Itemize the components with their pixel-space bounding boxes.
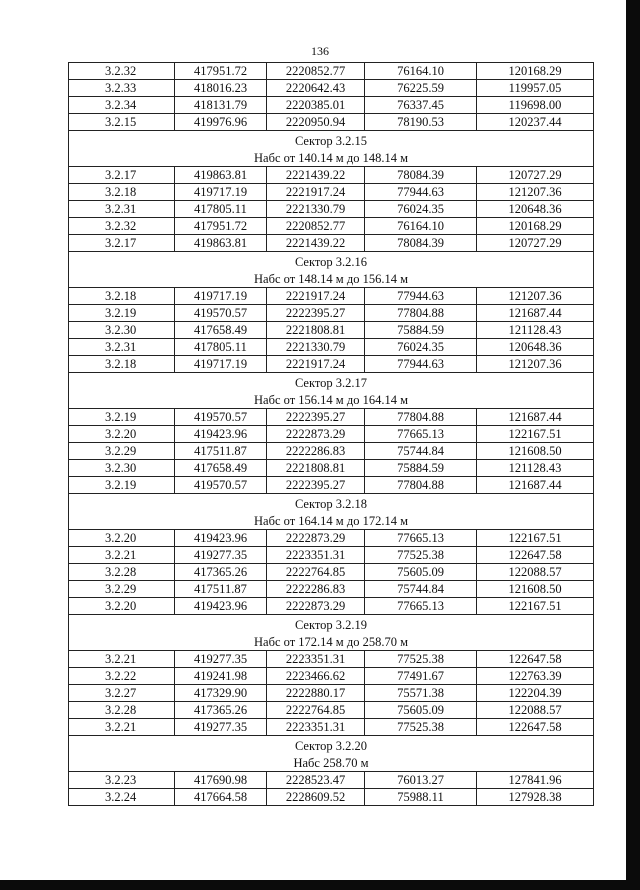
- l-coord-cell: 119698.00: [477, 97, 594, 114]
- point-id-cell: 3.2.31: [69, 339, 175, 356]
- table-row: [69, 443, 594, 460]
- point-id-cell: 3.2.15: [69, 114, 175, 131]
- table-row: [69, 702, 594, 719]
- h-coord-cell: 75744.84: [365, 443, 477, 460]
- table-row: [69, 322, 594, 339]
- h-coord-cell: 77944.63: [365, 356, 477, 373]
- sector-title: Сектор 3.2.20: [69, 736, 594, 755]
- y-coord-cell: 2222764.85: [267, 564, 365, 581]
- elevation-range-row: [69, 149, 594, 167]
- elevation-range: Набс от 140.14 м до 148.14 м: [69, 149, 594, 167]
- x-coord-cell: 419570.57: [175, 477, 267, 494]
- table-row: [69, 426, 594, 443]
- h-coord-cell: 75884.59: [365, 460, 477, 477]
- table-row: [69, 184, 594, 201]
- h-coord-cell: 77665.13: [365, 598, 477, 615]
- table-row: [69, 530, 594, 547]
- l-coord-cell: 121207.36: [477, 356, 594, 373]
- coordinates-table: [68, 62, 594, 806]
- h-coord-cell: 75988.11: [365, 789, 477, 806]
- y-coord-cell: 2223351.31: [267, 719, 365, 736]
- y-coord-cell: 2222286.83: [267, 581, 365, 598]
- point-id-cell: 3.2.34: [69, 97, 175, 114]
- table-row: [69, 305, 594, 322]
- y-coord-cell: 2220950.94: [267, 114, 365, 131]
- h-coord-cell: 76164.10: [365, 218, 477, 235]
- table-row: [69, 356, 594, 373]
- x-coord-cell: 419976.96: [175, 114, 267, 131]
- table-row: [69, 167, 594, 184]
- y-coord-cell: 2228523.47: [267, 772, 365, 789]
- elevation-range-row: [69, 754, 594, 772]
- l-coord-cell: 127841.96: [477, 772, 594, 789]
- elevation-range: Набс от 148.14 м до 156.14 м: [69, 270, 594, 288]
- y-coord-cell: 2220642.43: [267, 80, 365, 97]
- h-coord-cell: 76337.45: [365, 97, 477, 114]
- x-coord-cell: 419277.35: [175, 547, 267, 564]
- table-row: [69, 97, 594, 114]
- h-coord-cell: 77944.63: [365, 288, 477, 305]
- elevation-range: Набс от 172.14 м до 258.70 м: [69, 633, 594, 651]
- scan-edge-right: [626, 0, 640, 890]
- h-coord-cell: 76164.10: [365, 63, 477, 80]
- l-coord-cell: 127928.38: [477, 789, 594, 806]
- h-coord-cell: 77665.13: [365, 426, 477, 443]
- h-coord-cell: 77804.88: [365, 305, 477, 322]
- l-coord-cell: 122647.58: [477, 719, 594, 736]
- point-id-cell: 3.2.18: [69, 356, 175, 373]
- l-coord-cell: 121687.44: [477, 305, 594, 322]
- l-coord-cell: 122088.57: [477, 702, 594, 719]
- table-row: [69, 218, 594, 235]
- sector-title-row: [69, 131, 594, 150]
- sector-title: Сектор 3.2.19: [69, 615, 594, 634]
- l-coord-cell: 119957.05: [477, 80, 594, 97]
- table-row: [69, 460, 594, 477]
- y-coord-cell: 2221330.79: [267, 339, 365, 356]
- point-id-cell: 3.2.28: [69, 564, 175, 581]
- x-coord-cell: 417511.87: [175, 581, 267, 598]
- table-row: [69, 80, 594, 97]
- l-coord-cell: 122088.57: [477, 564, 594, 581]
- point-id-cell: 3.2.31: [69, 201, 175, 218]
- x-coord-cell: 419423.96: [175, 426, 267, 443]
- sector-title-row: [69, 494, 594, 513]
- y-coord-cell: 2220852.77: [267, 63, 365, 80]
- x-coord-cell: 419277.35: [175, 651, 267, 668]
- table-row: [69, 409, 594, 426]
- table-row: [69, 339, 594, 356]
- x-coord-cell: 417365.26: [175, 564, 267, 581]
- table-row: [69, 789, 594, 806]
- table-row: [69, 685, 594, 702]
- y-coord-cell: 2222395.27: [267, 305, 365, 322]
- table-row: [69, 772, 594, 789]
- x-coord-cell: 419423.96: [175, 598, 267, 615]
- h-coord-cell: 75605.09: [365, 564, 477, 581]
- x-coord-cell: 417690.98: [175, 772, 267, 789]
- l-coord-cell: 121207.36: [477, 288, 594, 305]
- point-id-cell: 3.2.30: [69, 460, 175, 477]
- x-coord-cell: 419717.19: [175, 288, 267, 305]
- table-row: [69, 598, 594, 615]
- y-coord-cell: 2221917.24: [267, 356, 365, 373]
- x-coord-cell: 417951.72: [175, 63, 267, 80]
- h-coord-cell: 77491.67: [365, 668, 477, 685]
- point-id-cell: 3.2.29: [69, 581, 175, 598]
- point-id-cell: 3.2.17: [69, 167, 175, 184]
- y-coord-cell: 2221439.22: [267, 167, 365, 184]
- l-coord-cell: 122647.58: [477, 547, 594, 564]
- l-coord-cell: 122647.58: [477, 651, 594, 668]
- point-id-cell: 3.2.21: [69, 651, 175, 668]
- table-row: [69, 668, 594, 685]
- h-coord-cell: 77525.38: [365, 719, 477, 736]
- point-id-cell: 3.2.20: [69, 426, 175, 443]
- h-coord-cell: 78084.39: [365, 167, 477, 184]
- table-row: [69, 114, 594, 131]
- x-coord-cell: 417951.72: [175, 218, 267, 235]
- point-id-cell: 3.2.19: [69, 477, 175, 494]
- h-coord-cell: 78190.53: [365, 114, 477, 131]
- y-coord-cell: 2220852.77: [267, 218, 365, 235]
- table-row: [69, 235, 594, 252]
- elevation-range-row: [69, 270, 594, 288]
- l-coord-cell: 120237.44: [477, 114, 594, 131]
- l-coord-cell: 121608.50: [477, 581, 594, 598]
- point-id-cell: 3.2.30: [69, 322, 175, 339]
- h-coord-cell: 75605.09: [365, 702, 477, 719]
- x-coord-cell: 419241.98: [175, 668, 267, 685]
- y-coord-cell: 2223351.31: [267, 651, 365, 668]
- l-coord-cell: 120648.36: [477, 201, 594, 218]
- l-coord-cell: 122204.39: [477, 685, 594, 702]
- x-coord-cell: 417805.11: [175, 339, 267, 356]
- l-coord-cell: 120648.36: [477, 339, 594, 356]
- x-coord-cell: 419717.19: [175, 184, 267, 201]
- x-coord-cell: 419277.35: [175, 719, 267, 736]
- table-row: [69, 63, 594, 80]
- y-coord-cell: 2221330.79: [267, 201, 365, 218]
- y-coord-cell: 2223351.31: [267, 547, 365, 564]
- h-coord-cell: 77804.88: [365, 477, 477, 494]
- sector-title: Сектор 3.2.18: [69, 494, 594, 513]
- point-id-cell: 3.2.20: [69, 530, 175, 547]
- l-coord-cell: 120727.29: [477, 167, 594, 184]
- x-coord-cell: 419717.19: [175, 356, 267, 373]
- point-id-cell: 3.2.18: [69, 288, 175, 305]
- l-coord-cell: 120168.29: [477, 63, 594, 80]
- table-row: [69, 477, 594, 494]
- point-id-cell: 3.2.23: [69, 772, 175, 789]
- x-coord-cell: 417664.58: [175, 789, 267, 806]
- sector-title: Сектор 3.2.15: [69, 131, 594, 150]
- l-coord-cell: 121207.36: [477, 184, 594, 201]
- h-coord-cell: 77665.13: [365, 530, 477, 547]
- point-id-cell: 3.2.19: [69, 409, 175, 426]
- h-coord-cell: 75571.38: [365, 685, 477, 702]
- l-coord-cell: 122167.51: [477, 598, 594, 615]
- point-id-cell: 3.2.28: [69, 702, 175, 719]
- sector-title: Сектор 3.2.16: [69, 252, 594, 271]
- l-coord-cell: 121608.50: [477, 443, 594, 460]
- elevation-range: Набс от 164.14 м до 172.14 м: [69, 512, 594, 530]
- x-coord-cell: 417511.87: [175, 443, 267, 460]
- y-coord-cell: 2222764.85: [267, 702, 365, 719]
- h-coord-cell: 75744.84: [365, 581, 477, 598]
- elevation-range-row: [69, 512, 594, 530]
- x-coord-cell: 417805.11: [175, 201, 267, 218]
- y-coord-cell: 2221917.24: [267, 184, 365, 201]
- y-coord-cell: 2222880.17: [267, 685, 365, 702]
- h-coord-cell: 75884.59: [365, 322, 477, 339]
- x-coord-cell: 419570.57: [175, 305, 267, 322]
- x-coord-cell: 417658.49: [175, 460, 267, 477]
- point-id-cell: 3.2.21: [69, 547, 175, 564]
- table-row: [69, 651, 594, 668]
- l-coord-cell: 121687.44: [477, 409, 594, 426]
- table-row: [69, 547, 594, 564]
- point-id-cell: 3.2.32: [69, 63, 175, 80]
- l-coord-cell: 122167.51: [477, 426, 594, 443]
- y-coord-cell: 2228609.52: [267, 789, 365, 806]
- h-coord-cell: 78084.39: [365, 235, 477, 252]
- point-id-cell: 3.2.20: [69, 598, 175, 615]
- point-id-cell: 3.2.24: [69, 789, 175, 806]
- page-number: 136: [311, 44, 329, 58]
- sector-title: Сектор 3.2.17: [69, 373, 594, 392]
- x-coord-cell: 418016.23: [175, 80, 267, 97]
- y-coord-cell: 2222286.83: [267, 443, 365, 460]
- h-coord-cell: 77525.38: [365, 651, 477, 668]
- point-id-cell: 3.2.19: [69, 305, 175, 322]
- y-coord-cell: 2222873.29: [267, 530, 365, 547]
- h-coord-cell: 77944.63: [365, 184, 477, 201]
- elevation-range-row: [69, 391, 594, 409]
- h-coord-cell: 77804.88: [365, 409, 477, 426]
- y-coord-cell: 2221917.24: [267, 288, 365, 305]
- h-coord-cell: 77525.38: [365, 547, 477, 564]
- point-id-cell: 3.2.18: [69, 184, 175, 201]
- point-id-cell: 3.2.22: [69, 668, 175, 685]
- y-coord-cell: 2221439.22: [267, 235, 365, 252]
- elevation-range: Набс от 156.14 м до 164.14 м: [69, 391, 594, 409]
- elevation-range: Набс 258.70 м: [69, 754, 594, 772]
- h-coord-cell: 76024.35: [365, 201, 477, 218]
- table-row: [69, 719, 594, 736]
- point-id-cell: 3.2.29: [69, 443, 175, 460]
- elevation-range-row: [69, 633, 594, 651]
- h-coord-cell: 76225.59: [365, 80, 477, 97]
- x-coord-cell: 419863.81: [175, 167, 267, 184]
- point-id-cell: 3.2.17: [69, 235, 175, 252]
- l-coord-cell: 121128.43: [477, 460, 594, 477]
- y-coord-cell: 2221808.81: [267, 460, 365, 477]
- y-coord-cell: 2222873.29: [267, 598, 365, 615]
- table-row: [69, 288, 594, 305]
- x-coord-cell: 419570.57: [175, 409, 267, 426]
- l-coord-cell: 121128.43: [477, 322, 594, 339]
- x-coord-cell: 419423.96: [175, 530, 267, 547]
- l-coord-cell: 121687.44: [477, 477, 594, 494]
- sector-title-row: [69, 736, 594, 755]
- sector-title-row: [69, 615, 594, 634]
- scan-edge-bottom: [0, 880, 640, 890]
- point-id-cell: 3.2.27: [69, 685, 175, 702]
- x-coord-cell: 418131.79: [175, 97, 267, 114]
- l-coord-cell: 122763.39: [477, 668, 594, 685]
- x-coord-cell: 417365.26: [175, 702, 267, 719]
- point-id-cell: 3.2.32: [69, 218, 175, 235]
- table-row: [69, 564, 594, 581]
- l-coord-cell: 120168.29: [477, 218, 594, 235]
- y-coord-cell: 2222395.27: [267, 409, 365, 426]
- x-coord-cell: 417658.49: [175, 322, 267, 339]
- y-coord-cell: 2221808.81: [267, 322, 365, 339]
- y-coord-cell: 2222873.29: [267, 426, 365, 443]
- sector-title-row: [69, 373, 594, 392]
- table-row: [69, 581, 594, 598]
- point-id-cell: 3.2.21: [69, 719, 175, 736]
- l-coord-cell: 122167.51: [477, 530, 594, 547]
- l-coord-cell: 120727.29: [477, 235, 594, 252]
- y-coord-cell: 2223466.62: [267, 668, 365, 685]
- y-coord-cell: 2220385.01: [267, 97, 365, 114]
- point-id-cell: 3.2.33: [69, 80, 175, 97]
- x-coord-cell: 419863.81: [175, 235, 267, 252]
- sector-title-row: [69, 252, 594, 271]
- h-coord-cell: 76013.27: [365, 772, 477, 789]
- y-coord-cell: 2222395.27: [267, 477, 365, 494]
- x-coord-cell: 417329.90: [175, 685, 267, 702]
- h-coord-cell: 76024.35: [365, 339, 477, 356]
- table-row: [69, 201, 594, 218]
